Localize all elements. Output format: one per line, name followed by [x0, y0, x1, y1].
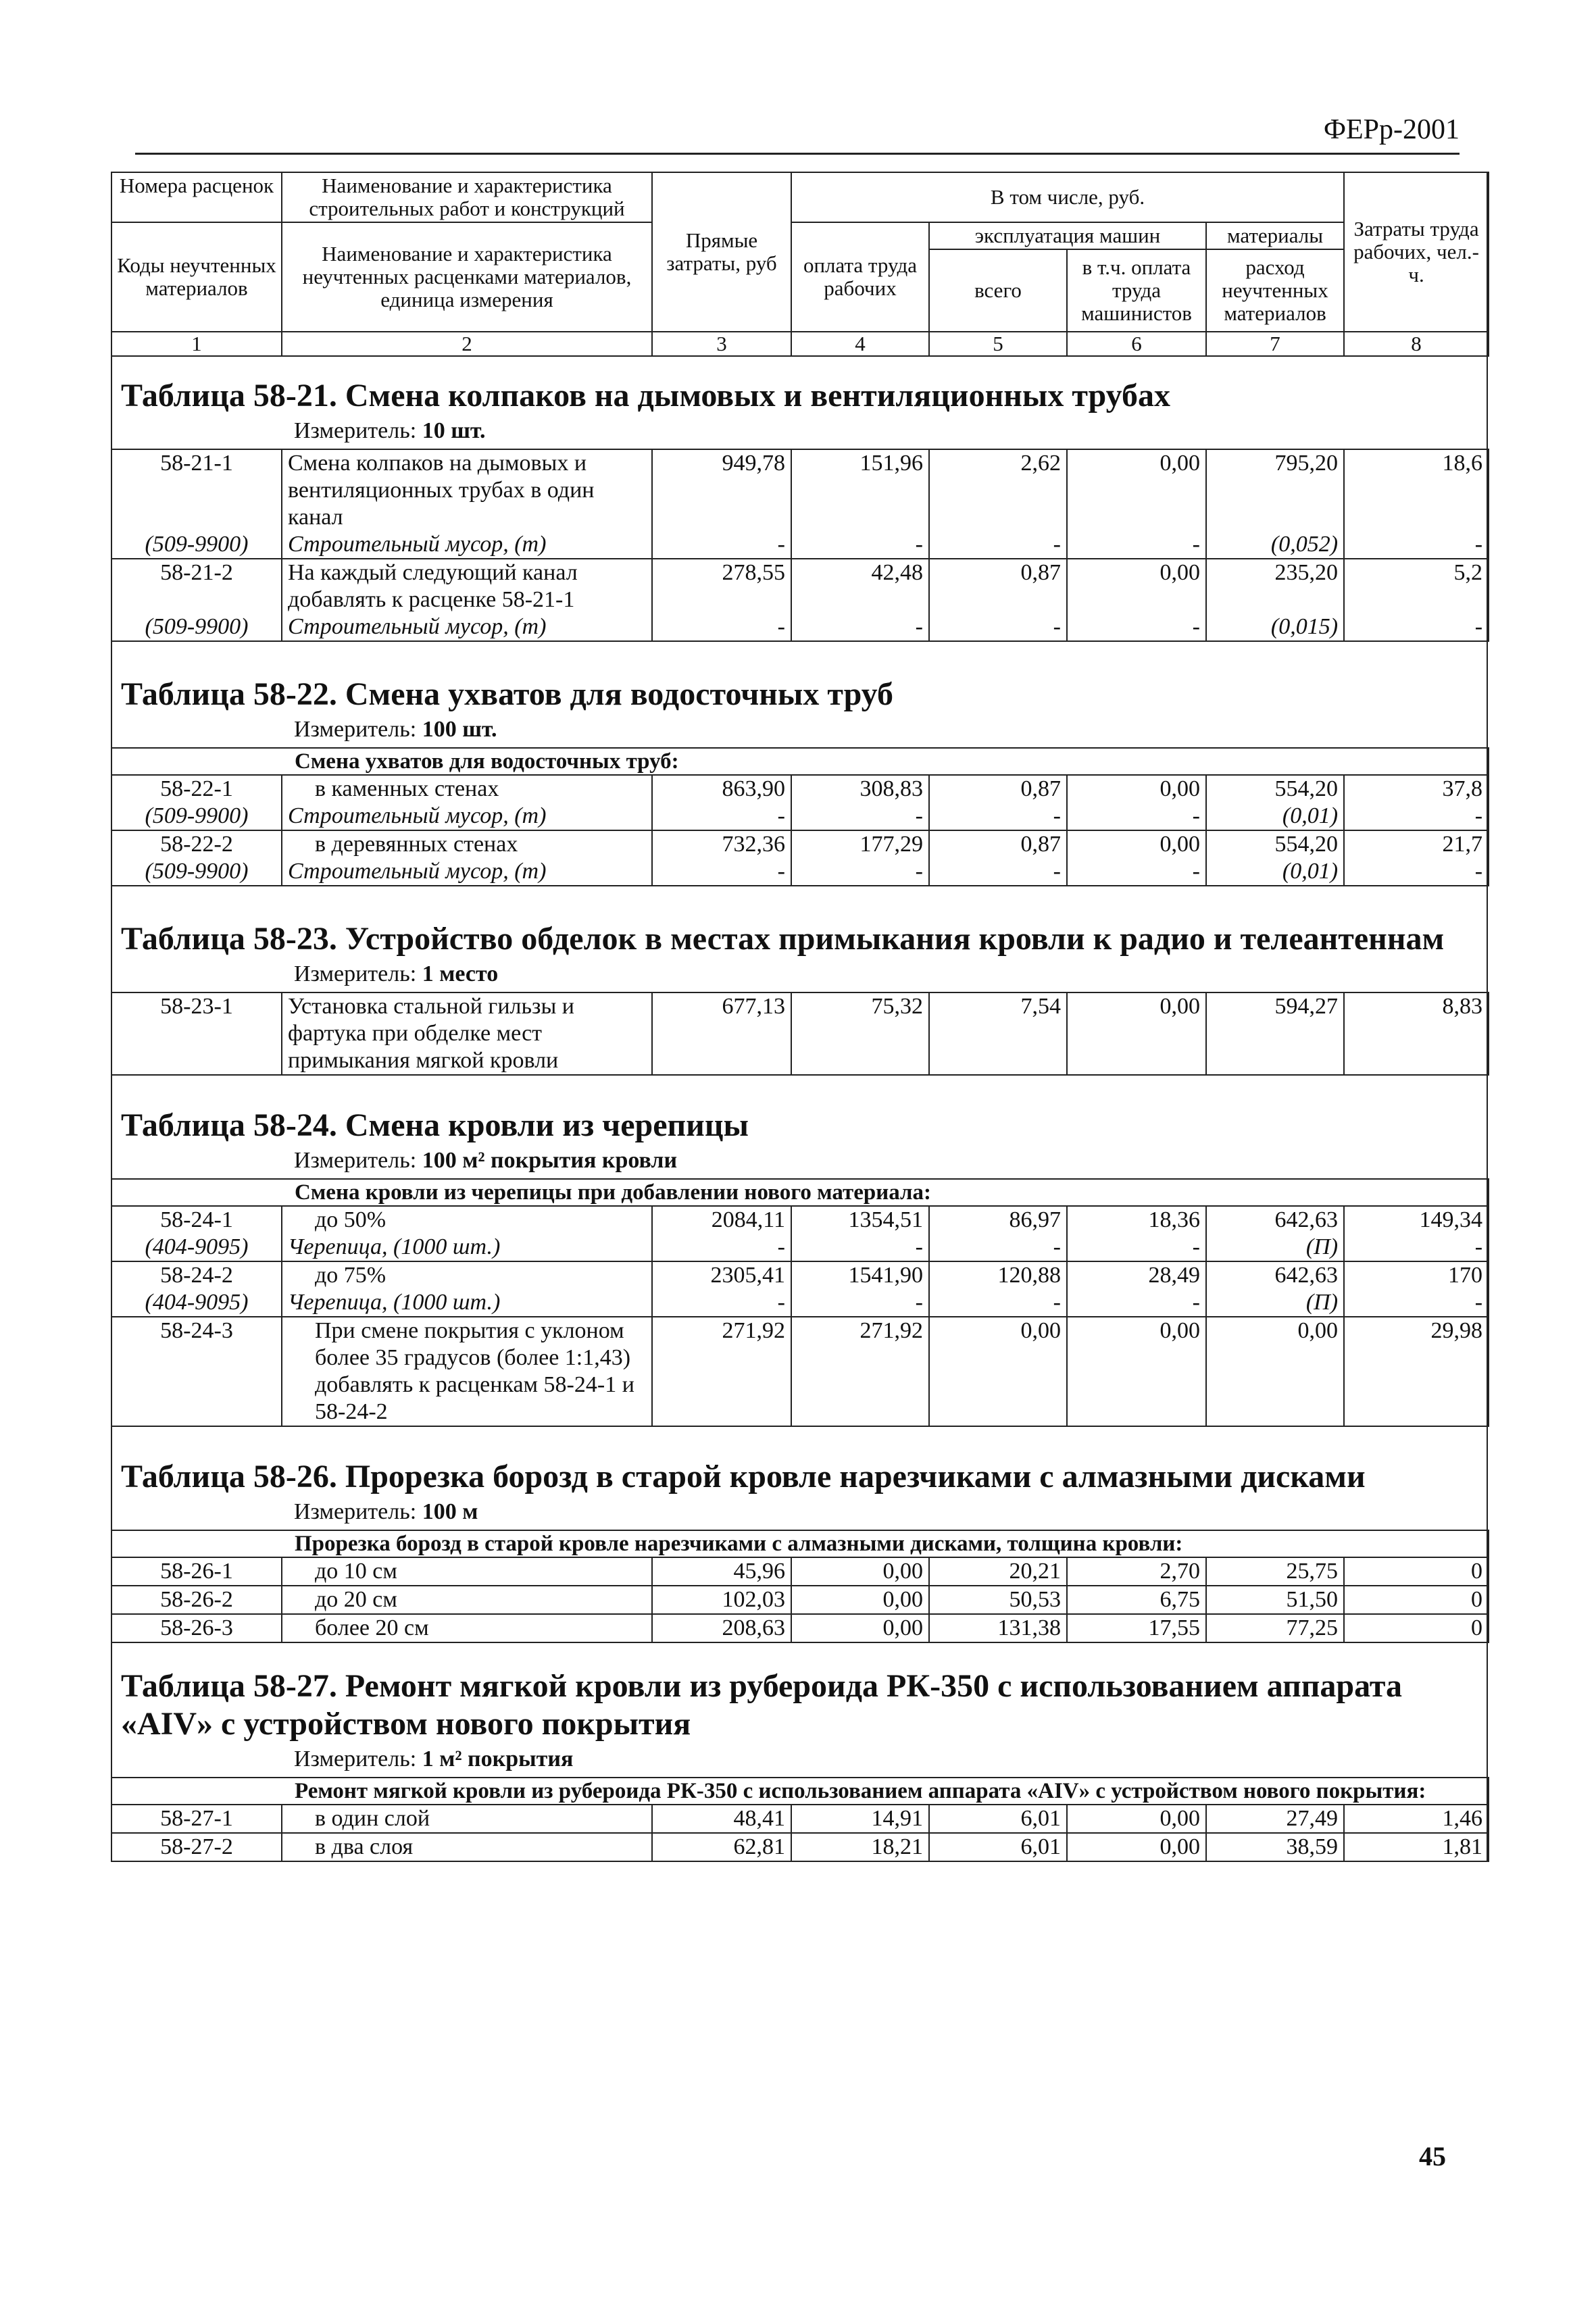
material-name: Строительный мусор, (т): [282, 803, 652, 830]
material-name: Черепица, (1000 шт.): [282, 1289, 652, 1317]
value-cell: 594,27: [1206, 992, 1344, 1075]
value-cell: -: [652, 1289, 791, 1317]
value-cell: 1,81: [1344, 1833, 1489, 1861]
value-cell: -: [652, 858, 791, 886]
meter-label: Измеритель:: [294, 717, 422, 742]
value-cell: (П): [1206, 1234, 1344, 1261]
col-mach-total: всего: [929, 249, 1067, 332]
value-cell: -: [791, 613, 929, 641]
value-cell: 235,20: [1206, 559, 1344, 613]
subheader: Смена кровли из черепицы при добавлении нового материала:: [111, 1179, 1489, 1206]
work-name: в каменных стенах: [282, 775, 652, 803]
table-title: Таблица 58-21. Смена колпаков на дымовых и вентиляционных трубах: [121, 378, 1170, 413]
col-number: 2: [282, 332, 652, 356]
col-number: 1: [111, 332, 282, 356]
value-cell: 131,38: [929, 1614, 1067, 1642]
table-title: Таблица 58-24. Смена кровли из черепицы: [121, 1107, 749, 1143]
value-cell: 308,83: [791, 775, 929, 803]
value-cell: -: [1344, 613, 1489, 641]
value-cell: 2305,41: [652, 1261, 791, 1289]
value-cell: -: [1067, 1289, 1206, 1317]
meter-label: Измеритель:: [294, 1148, 422, 1173]
value-cell: (0,015): [1206, 613, 1344, 641]
value-cell: -: [929, 1234, 1067, 1261]
value-cell: -: [929, 613, 1067, 641]
col-number: 7: [1206, 332, 1344, 356]
table-frame: [111, 172, 1488, 1862]
value-cell: 0,00: [1067, 1805, 1206, 1833]
value-cell: -: [929, 1289, 1067, 1317]
subheader: Прорезка борозд в старой кровле нарезчиками с алмазными дисками, толщина кровли:: [111, 1530, 1489, 1557]
value-cell: 20,21: [929, 1557, 1067, 1586]
value-cell: -: [791, 1234, 929, 1261]
table-title: Таблица 58-26. Прорезка борозд в старой кровле нарезчиками с алмазными дисками: [121, 1459, 1366, 1494]
value-cell: (0,01): [1206, 858, 1344, 886]
value-cell: 2084,11: [652, 1206, 791, 1234]
material-code: (509-9900): [111, 531, 282, 559]
rate-code: 58-21-1: [111, 449, 282, 531]
material-name: Строительный мусор, (т): [282, 858, 652, 886]
value-cell: 5,2: [1344, 559, 1489, 613]
value-cell: -: [1067, 803, 1206, 830]
col-number: 3: [652, 332, 791, 356]
value-cell: -: [929, 858, 1067, 886]
value-cell: 0: [1344, 1557, 1489, 1586]
value-cell: 0,87: [929, 775, 1067, 803]
value-cell: 75,32: [791, 992, 929, 1075]
meter-value: 1 место: [422, 961, 499, 986]
page-number: 45: [1419, 2141, 1446, 2171]
meter-value: 100 м² покрытия кровли: [422, 1148, 678, 1173]
value-cell: -: [1344, 1289, 1489, 1317]
value-cell: 170: [1344, 1261, 1489, 1289]
value-cell: 732,36: [652, 830, 791, 858]
work-name: более 20 см: [282, 1614, 652, 1642]
col-number: 8: [1344, 332, 1489, 356]
material-name: Черепица, (1000 шт.): [282, 1234, 652, 1261]
value-cell: -: [1067, 531, 1206, 559]
value-cell: 0,00: [1067, 830, 1206, 858]
col-incl: В том числе, руб.: [791, 172, 1344, 222]
value-cell: 863,90: [652, 775, 791, 803]
value-cell: -: [1344, 531, 1489, 559]
rate-code: 58-24-3: [111, 1317, 282, 1426]
header-rule: [135, 153, 1460, 155]
value-cell: 0,00: [929, 1317, 1067, 1426]
value-cell: 151,96: [791, 449, 929, 531]
col-materials: материалы: [1206, 222, 1344, 249]
value-cell: 28,49: [1067, 1261, 1206, 1289]
value-cell: -: [1344, 858, 1489, 886]
rate-code: 58-27-2: [111, 1833, 282, 1861]
col-number: 4: [791, 332, 929, 356]
value-cell: (0,052): [1206, 531, 1344, 559]
col-labor: оплата труда рабочих: [791, 222, 929, 332]
value-cell: 278,55: [652, 559, 791, 613]
rate-code: 58-26-3: [111, 1614, 282, 1642]
table-title: Таблица 58-23. Устройство обделок в местах примыкания кровли к радио и телеантеннам: [121, 921, 1445, 957]
work-name: до 50%: [282, 1206, 652, 1234]
value-cell: -: [1344, 803, 1489, 830]
value-cell: -: [791, 803, 929, 830]
meter-value: 10 шт.: [422, 418, 486, 443]
value-cell: 29,98: [1344, 1317, 1489, 1426]
value-cell: 271,92: [652, 1317, 791, 1426]
value-cell: 21,7: [1344, 830, 1489, 858]
subheader: Ремонт мягкой кровли из рубероида РК-350 с использованием аппарата «AIV» с устройством нового покрытия:: [111, 1778, 1489, 1805]
document-code: ФЕРр-2001: [1323, 114, 1460, 145]
value-cell: 86,97: [929, 1206, 1067, 1234]
meter-value: 100 м: [422, 1499, 478, 1524]
value-cell: -: [652, 531, 791, 559]
work-name: При смене покрытия с уклоном более 35 градусов (более 1:1,43) добавлять к расценкам 58-24-1 и 58-24-2: [282, 1317, 652, 1426]
value-cell: 0: [1344, 1586, 1489, 1614]
value-cell: 50,53: [929, 1586, 1067, 1614]
value-cell: 1,46: [1344, 1805, 1489, 1833]
table-title: Таблица 58-27. Ремонт мягкой кровли из рубероида РК-350 с использованием аппарата «AIV» с устройством нового покрытия: [121, 1668, 1403, 1742]
work-name: На каждый следующий канал добавлять к расценке 58-21-1: [282, 559, 652, 613]
col-number: 6: [1067, 332, 1206, 356]
value-cell: 8,83: [1344, 992, 1489, 1075]
work-name: в два слоя: [282, 1833, 652, 1861]
value-cell: 6,75: [1067, 1586, 1206, 1614]
subheader: Смена ухватов для водосточных труб:: [111, 748, 1489, 775]
work-name: в один слой: [282, 1805, 652, 1833]
value-cell: 77,25: [1206, 1614, 1344, 1642]
value-cell: -: [929, 531, 1067, 559]
value-cell: 18,6: [1344, 449, 1489, 531]
rate-code: 58-24-2: [111, 1261, 282, 1289]
value-cell: 14,91: [791, 1805, 929, 1833]
value-cell: 0,00: [1067, 559, 1206, 613]
value-cell: 37,8: [1344, 775, 1489, 803]
col-direct: Прямые затраты, руб: [652, 172, 791, 332]
value-cell: 949,78: [652, 449, 791, 531]
value-cell: 102,03: [652, 1586, 791, 1614]
value-cell: 0,00: [791, 1557, 929, 1586]
meter-label: Измеритель:: [294, 1499, 422, 1524]
rate-code: 58-21-2: [111, 559, 282, 613]
value-cell: 642,63: [1206, 1261, 1344, 1289]
value-cell: 677,13: [652, 992, 791, 1075]
material-code: (509-9900): [111, 803, 282, 830]
rate-code: 58-26-1: [111, 1557, 282, 1586]
value-cell: 271,92: [791, 1317, 929, 1426]
value-cell: 18,21: [791, 1833, 929, 1861]
value-cell: 554,20: [1206, 775, 1344, 803]
value-cell: -: [1067, 613, 1206, 641]
work-name: до 10 см: [282, 1557, 652, 1586]
meter-value: 100 шт.: [422, 717, 497, 742]
meter-label: Измеритель:: [294, 418, 422, 443]
col-name-bottom: Наименование и характеристика неучтенных расценками материалов, единица измерения: [282, 222, 652, 332]
value-cell: 51,50: [1206, 1586, 1344, 1614]
value-cell: (0,01): [1206, 803, 1344, 830]
rate-code: 58-27-1: [111, 1805, 282, 1833]
value-cell: 1541,90: [791, 1261, 929, 1289]
col-code-top: Номера расценок: [111, 172, 282, 222]
value-cell: 42,48: [791, 559, 929, 613]
meter-label: Измеритель:: [294, 961, 422, 986]
material-name: Строительный мусор, (т): [282, 613, 652, 641]
value-cell: -: [929, 803, 1067, 830]
rate-code: 58-23-1: [111, 992, 282, 1075]
meter-label: Измеритель:: [294, 1746, 422, 1771]
value-cell: -: [791, 858, 929, 886]
value-cell: 120,88: [929, 1261, 1067, 1289]
value-cell: 38,59: [1206, 1833, 1344, 1861]
value-cell: 0,87: [929, 830, 1067, 858]
material-code: (404-9095): [111, 1289, 282, 1317]
value-cell: 25,75: [1206, 1557, 1344, 1586]
value-cell: 18,36: [1067, 1206, 1206, 1234]
value-cell: 62,81: [652, 1833, 791, 1861]
value-cell: (П): [1206, 1289, 1344, 1317]
value-cell: 177,29: [791, 830, 929, 858]
value-cell: -: [652, 803, 791, 830]
value-cell: 17,55: [1067, 1614, 1206, 1642]
value-cell: 0,00: [1067, 992, 1206, 1075]
value-cell: 6,01: [929, 1805, 1067, 1833]
value-cell: 1354,51: [791, 1206, 929, 1234]
table-title: Таблица 58-22. Смена ухватов для водосточных труб: [121, 676, 893, 712]
value-cell: 7,54: [929, 992, 1067, 1075]
work-name: до 75%: [282, 1261, 652, 1289]
value-cell: 2,62: [929, 449, 1067, 531]
meter-value: 1 м² покрытия: [422, 1746, 574, 1771]
col-name-top: Наименование и характеристика строительных работ и конструкций: [282, 172, 652, 222]
value-cell: 642,63: [1206, 1206, 1344, 1234]
value-cell: 0,00: [791, 1586, 929, 1614]
value-cell: 149,34: [1344, 1206, 1489, 1234]
col-mach-labor: в т.ч. оплата труда машинистов: [1067, 249, 1206, 332]
value-cell: -: [1067, 858, 1206, 886]
value-cell: 0,00: [1067, 775, 1206, 803]
value-cell: 0: [1344, 1614, 1489, 1642]
value-cell: 0,00: [1067, 449, 1206, 531]
col-mat-usage: расход неучтенных материалов: [1206, 249, 1344, 332]
value-cell: 208,63: [652, 1614, 791, 1642]
value-cell: 0,00: [1206, 1317, 1344, 1426]
work-name: в деревянных стенах: [282, 830, 652, 858]
material-code: (404-9095): [111, 1234, 282, 1261]
value-cell: 27,49: [1206, 1805, 1344, 1833]
value-cell: 0,87: [929, 559, 1067, 613]
work-name: Смена колпаков на дымовых и вентиляционных трубах в один канал: [282, 449, 652, 531]
work-name: Установка стальной гильзы и фартука при обделке мест примыкания мягкой кровли: [282, 992, 652, 1075]
value-cell: 795,20: [1206, 449, 1344, 531]
value-cell: 0,00: [1067, 1317, 1206, 1426]
value-cell: -: [791, 1289, 929, 1317]
rate-code: 58-22-1: [111, 775, 282, 803]
value-cell: 2,70: [1067, 1557, 1206, 1586]
value-cell: -: [1067, 1234, 1206, 1261]
value-cell: 0,00: [791, 1614, 929, 1642]
rate-code: 58-26-2: [111, 1586, 282, 1614]
value-cell: 0,00: [1067, 1833, 1206, 1861]
rate-code: 58-24-1: [111, 1206, 282, 1234]
value-cell: 6,01: [929, 1833, 1067, 1861]
value-cell: 45,96: [652, 1557, 791, 1586]
value-cell: 554,20: [1206, 830, 1344, 858]
col-code-bottom: Коды неучтенных материалов: [111, 222, 282, 332]
rate-code: 58-22-2: [111, 830, 282, 858]
material-code: (509-9900): [111, 613, 282, 641]
col-number: 5: [929, 332, 1067, 356]
value-cell: -: [791, 531, 929, 559]
material-code: (509-9900): [111, 858, 282, 886]
value-cell: -: [652, 613, 791, 641]
col-machines: эксплуатация машин: [929, 222, 1206, 249]
value-cell: -: [1344, 1234, 1489, 1261]
value-cell: 48,41: [652, 1805, 791, 1833]
value-cell: -: [652, 1234, 791, 1261]
col-labor-cost: Затраты труда рабочих, чел.-ч.: [1344, 172, 1489, 332]
work-name: до 20 см: [282, 1586, 652, 1614]
material-name: Строительный мусор, (т): [282, 531, 652, 559]
